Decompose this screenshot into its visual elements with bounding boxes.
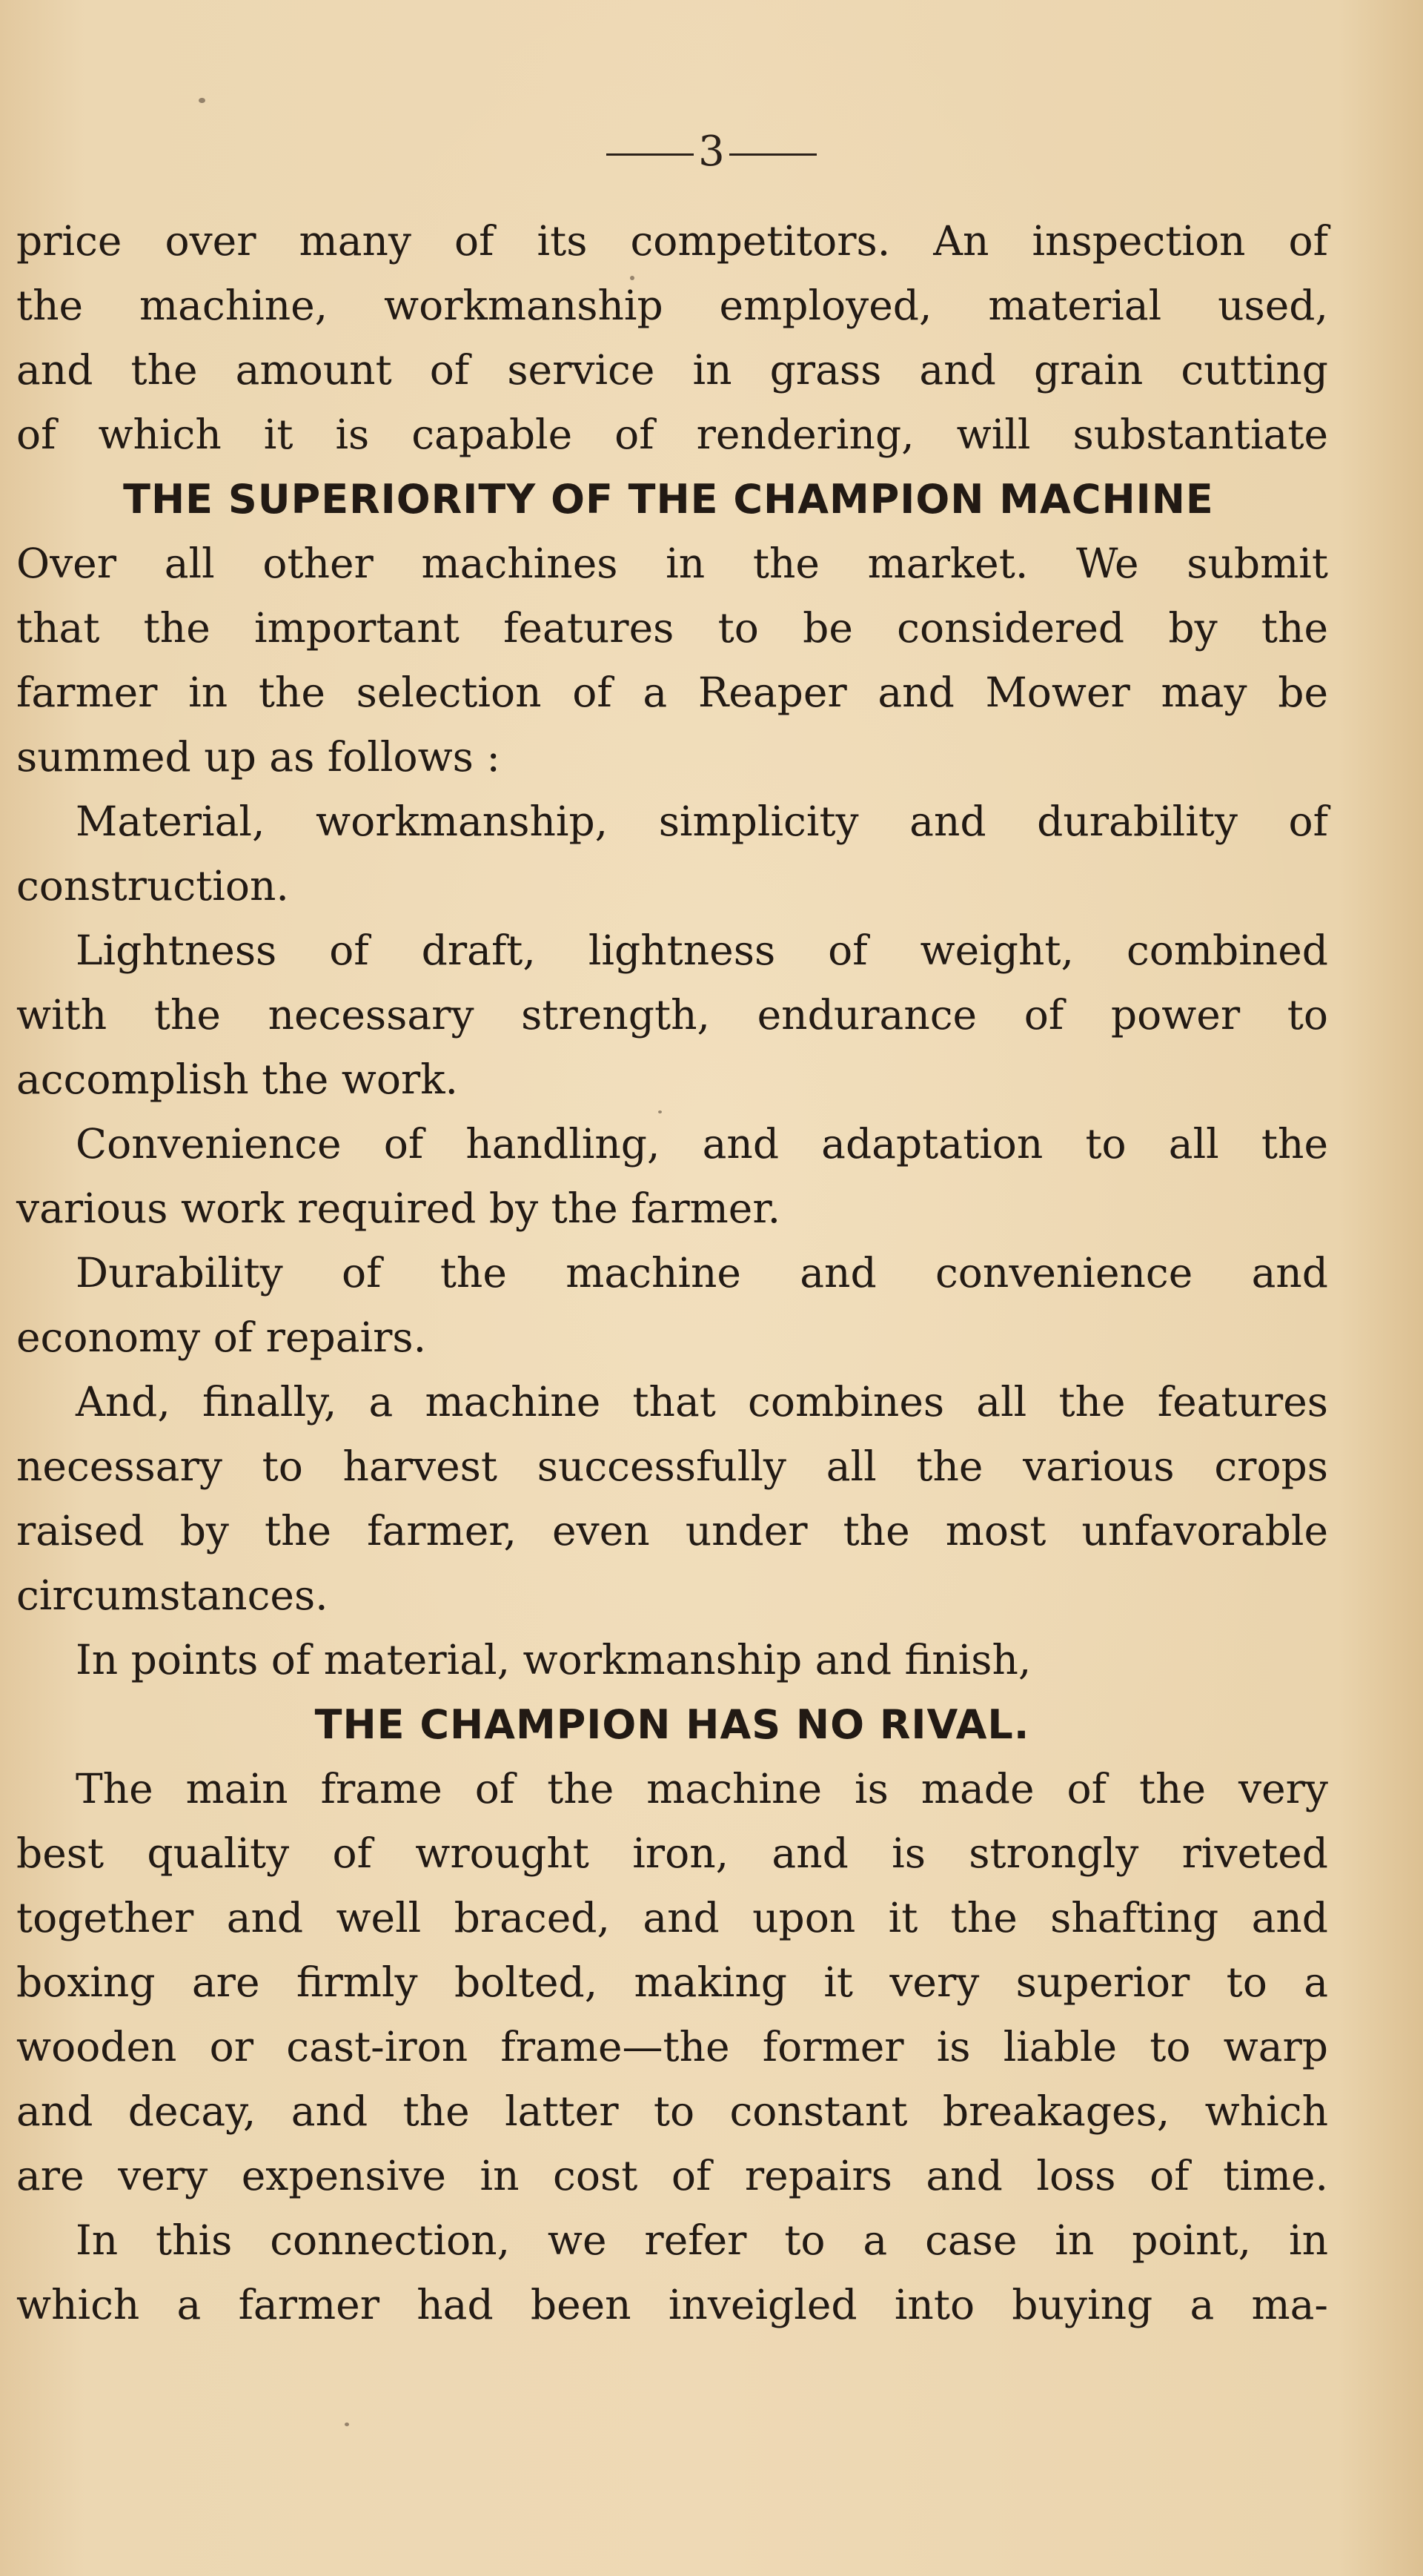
page-number-dash-right [729,153,817,156]
text-line: accomplish the work. [16,1056,459,1103]
page-number [0,128,1423,176]
text-line: The main frame of the machine is made of the very [76,1765,1328,1812]
text-line: circumstances. [16,1572,328,1619]
paper-speck [658,1110,662,1113]
text-line: price over many of its competitors. An inspection of [16,217,1328,265]
text-line: Over all other machines in the market. We submit [16,540,1328,587]
text-line: boxing are firmly bolted, making it very superior to a [16,1959,1328,2006]
text-line: are very expensive in cost of repairs and loss of time. [16,2152,1328,2199]
text-line: that the important features to be considered by the [16,604,1328,652]
section-heading: THE CHAMPION HAS NO RIVAL. [314,1701,1030,1748]
text-line: construction. [16,862,289,910]
text-line: of which it is capable of rendering, will substantiate [16,411,1328,458]
text-line: Durability of the machine and convenience and [76,1249,1328,1297]
section-heading: THE SUPERIORITY OF THE CHAMPION MACHINE [123,476,1214,523]
text-line: Convenience of handling, and adaptation to all the [76,1120,1328,1168]
text-line: economy of repairs. [16,1314,427,1361]
text-line: and the amount of service in grass and grain cutting [16,346,1328,394]
text-line: And, finally, a machine that combines all the features [76,1378,1328,1426]
text-line: Material, workmanship, simplicity and durability of [76,798,1328,845]
text-line: In points of material, workmanship and finish, [76,1636,1032,1683]
text-line: In this connection, we refer to a case in point, in [76,2216,1328,2264]
text-line: wooden or cast-iron frame—the former is liable to warp [16,2023,1328,2070]
text-line: necessary to harvest successfully all the various crops [16,1443,1328,1490]
paper-speck [345,2423,349,2426]
text-line: farmer in the selection of a Reaper and Mower may be [16,669,1328,716]
page-number-dash-left [606,153,694,156]
text-line: best quality of wrought iron, and is strongly riveted [16,1830,1328,1877]
text-line: Lightness of draft, lightness of weight, combined [76,927,1328,974]
text-line: summed up as follows : [16,733,500,781]
text-line: together and well braced, and upon it the shafting and [16,1894,1328,1941]
text-line: and decay, and the latter to constant breakages, which [16,2087,1328,2135]
paper-speck [199,98,205,103]
text-line: various work required by the farmer. [16,1185,781,1232]
page-number-value: 3 [698,128,725,176]
paper-speck [630,276,634,280]
text-line: with the necessary strength, endurance of power to [16,991,1328,1039]
text-line: raised by the farmer, even under the most unfavorable [16,1507,1328,1554]
text-line: the machine, workmanship employed, material used, [16,282,1328,329]
body-text [16,209,1328,2337]
text-line: which a farmer had been inveigled into buying a ma- [16,2281,1328,2328]
